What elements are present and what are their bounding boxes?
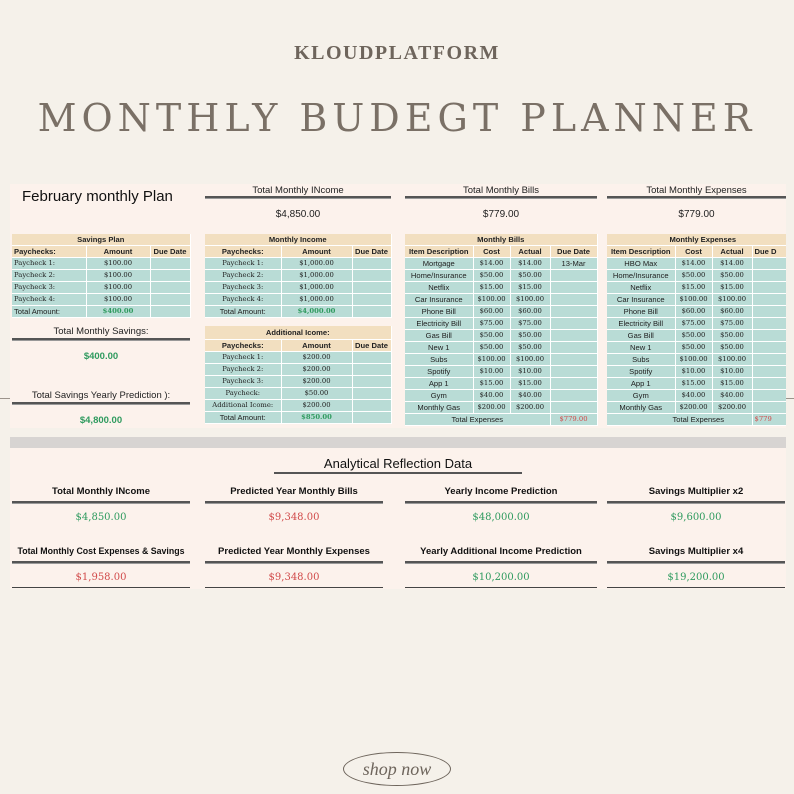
analytics-card-year-bills [205,486,383,523]
savings-plan-title: Savings Plan [12,234,190,246]
table-row: Spotify $10.00 $10.00 [405,366,597,378]
panel-header-bar [10,437,786,448]
table-row: Subs $100.00 $100.00 [607,354,786,366]
table-row: App 1 $15.00 $15.00 [607,378,786,390]
table-header: Due Date [550,246,597,258]
card-value: $9,348.00 [268,512,320,523]
table-row: New 1 $50.00 $50.00 [607,342,786,354]
table-total-row: Total Amount: $400.00 [12,306,190,318]
card-value: $9,348.00 [268,572,320,583]
table-header: Due Date [352,246,391,258]
table-row: Home/Insurance $50.00 $50.00 [607,270,786,282]
card-label: Yearly Income Prediction [444,486,558,497]
card-value: $48,000.00 [472,512,530,523]
card-label: Predicted Year Monthly Bills [230,486,358,497]
table-row: Spotify $10.00 $10.00 [607,366,786,378]
card-label: Predicted Year Monthly Expenses [218,546,370,557]
card-line [607,501,785,504]
table-row: Car Insurance $100.00 $100.00 [607,294,786,306]
card-bottom-line [12,587,190,588]
table-header: Amount [86,246,150,258]
table-row: Paycheck 1: $200.00 [205,351,391,363]
table-row: Monthly Gas $200.00 $200.00 [405,402,597,414]
monthly-savings-value: $400.00 [83,351,119,362]
table-row: Phone Bill $60.00 $60.00 [405,306,597,318]
table-row: Paycheck 2: $1,000.00 [205,270,391,282]
yearly-savings-value: $4,800.00 [79,415,123,426]
table-row: Paycheck 4: $100.00 [12,294,190,306]
table-header: Item Description [405,246,473,258]
total-expenses-line [607,196,786,199]
table-row: Paycheck 3: $100.00 [12,282,190,294]
total-bills-value: $779.00 [482,209,520,220]
card-label: Total Monthly INcome [52,486,150,497]
table-row: Netflix $15.00 $15.00 [607,282,786,294]
table-row: Additional Icome: $200.00 [205,399,391,411]
table-header: Paychecks: [12,246,86,258]
table-header: Actual [712,246,752,258]
analytics-card-savings-x2 [607,486,785,523]
savings-column [12,184,190,428]
table-row: Paycheck: $50.00 [205,387,391,399]
table-total-row: Total Expenses $779 [607,414,786,426]
table-row: Electricity Bill $75.00 $75.00 [607,318,786,330]
divider-left [0,398,10,399]
table-row: Netflix $15.00 $15.00 [405,282,597,294]
table-row: App 1 $15.00 $15.00 [405,378,597,390]
card-label: Yearly Additional Income Prediction [420,546,582,557]
table-header: Item Description [607,246,675,258]
table-row: Paycheck 2: $200.00 [205,363,391,375]
analytics-card-additional-income [405,546,597,588]
table-total-row: Total Amount: $4,000.00 [205,306,391,318]
card-value: $9,600.00 [670,512,722,523]
table-header: Paychecks: [205,339,281,351]
table-row: Paycheck 1: $100.00 [12,258,190,270]
analytics-card-year-expenses [205,546,383,588]
budget-sheet [10,184,786,428]
table-row: Paycheck 4: $1,000.00 [205,294,391,306]
card-value: $4,850.00 [75,512,127,523]
table-row: Electricity Bill $75.00 $75.00 [405,318,597,330]
shop-now-button[interactable]: shop now [343,752,451,786]
table-row: Paycheck 3: $200.00 [205,375,391,387]
card-value: $1,958.00 [75,572,127,583]
table-row: Mortgage $14.00 $14.00 13-Mar [405,258,597,270]
table-row: Phone Bill $60.00 $60.00 [607,306,786,318]
table-header: Cost [675,246,712,258]
card-label: Savings Multiplier x4 [648,546,744,557]
table-header: Amount [281,339,352,351]
monthly-savings-line [12,338,190,341]
table-header: Due Date [150,246,190,258]
table-header: Amount [281,246,352,258]
analytical-title: Analytical Reflection Data [323,456,473,471]
card-line [12,561,190,564]
savings-plan-table [12,234,191,318]
card-bottom-line [205,587,383,588]
card-label: Savings Multiplier x2 [648,486,744,497]
card-line [205,561,383,564]
card-value: $10,200.00 [472,572,530,583]
plan-title: February monthly Plan [22,188,173,205]
total-income-value: $4,850.00 [275,209,321,220]
card-line [205,501,383,504]
total-expenses-label: Total Monthly Expenses [646,185,747,196]
page-title: MONTHLY BUDEGT PLANNER [37,96,757,140]
income-column [205,184,391,428]
monthly-income-table [205,234,392,318]
table-header: Due D [752,246,786,258]
table-row: Paycheck 1: $1,000.00 [205,258,391,270]
table-row: HBO Max $14.00 $14.00 [607,258,786,270]
analytics-card-cost-savings [12,546,190,588]
table-row: Car Insurance $100.00 $100.00 [405,294,597,306]
yearly-savings-line [12,402,190,405]
brand-name: KLOUDPLATFORM [294,42,500,64]
monthly-savings-label: Total Monthly Savings: [53,326,149,337]
analytics-card-savings-x4 [607,546,785,588]
card-bottom-line [607,587,785,588]
monthly-expenses-table [607,234,786,426]
table-total-row: Total Amount: $850.00 [205,411,391,423]
additional-income-title: Additional Icome: [205,326,391,339]
analytical-title-underline [274,472,522,474]
monthly-expenses-title: Monthly Expenses [607,234,786,246]
card-line [607,561,785,564]
table-row: Home/Insurance $50.00 $50.00 [405,270,597,282]
table-row: Paycheck 2: $100.00 [12,270,190,282]
total-expenses-value: $779.00 [678,209,715,220]
monthly-bills-title: Monthly Bills [405,234,597,246]
table-row: Gym $40.00 $40.00 [607,390,786,402]
table-row: Paycheck 3: $1,000.00 [205,282,391,294]
divider-right [786,398,794,399]
monthly-income-title: Monthly Income [205,234,391,246]
table-row: Subs $100.00 $100.00 [405,354,597,366]
monthly-bills-table [405,234,598,426]
table-row: Monthly Gas $200.00 $200.00 [607,402,786,414]
table-header: Actual [510,246,550,258]
card-label: Total Monthly Cost Expenses & Savings [17,546,185,556]
table-row: Gas Bill $50.00 $50.00 [607,330,786,342]
additional-income-table [205,326,392,424]
bills-column [405,184,597,428]
yearly-savings-label: Total Savings Yearly Prediction ): [31,390,171,401]
card-line [405,501,597,504]
card-line [12,501,190,504]
table-row: Gym $40.00 $40.00 [405,390,597,402]
total-income-label: Total Monthly INcome [252,185,344,196]
table-row: New 1 $50.00 $50.00 [405,342,597,354]
card-bottom-line [405,587,597,588]
table-total-row: Total Expenses $779.00 [405,414,597,426]
analytical-panel [10,437,786,589]
analytics-card-total-income [12,486,190,523]
total-bills-line [405,196,597,199]
table-header: Cost [473,246,510,258]
table-row: Gas Bill $50.00 $50.00 [405,330,597,342]
total-bills-label: Total Monthly Bills [462,185,540,196]
card-line [405,561,597,564]
table-header: Due Date [352,339,391,351]
total-income-line [205,196,391,199]
expenses-column [607,184,786,428]
analytics-card-yearly-income [405,486,597,523]
card-value: $19,200.00 [667,572,725,583]
table-header: Paychecks: [205,246,281,258]
